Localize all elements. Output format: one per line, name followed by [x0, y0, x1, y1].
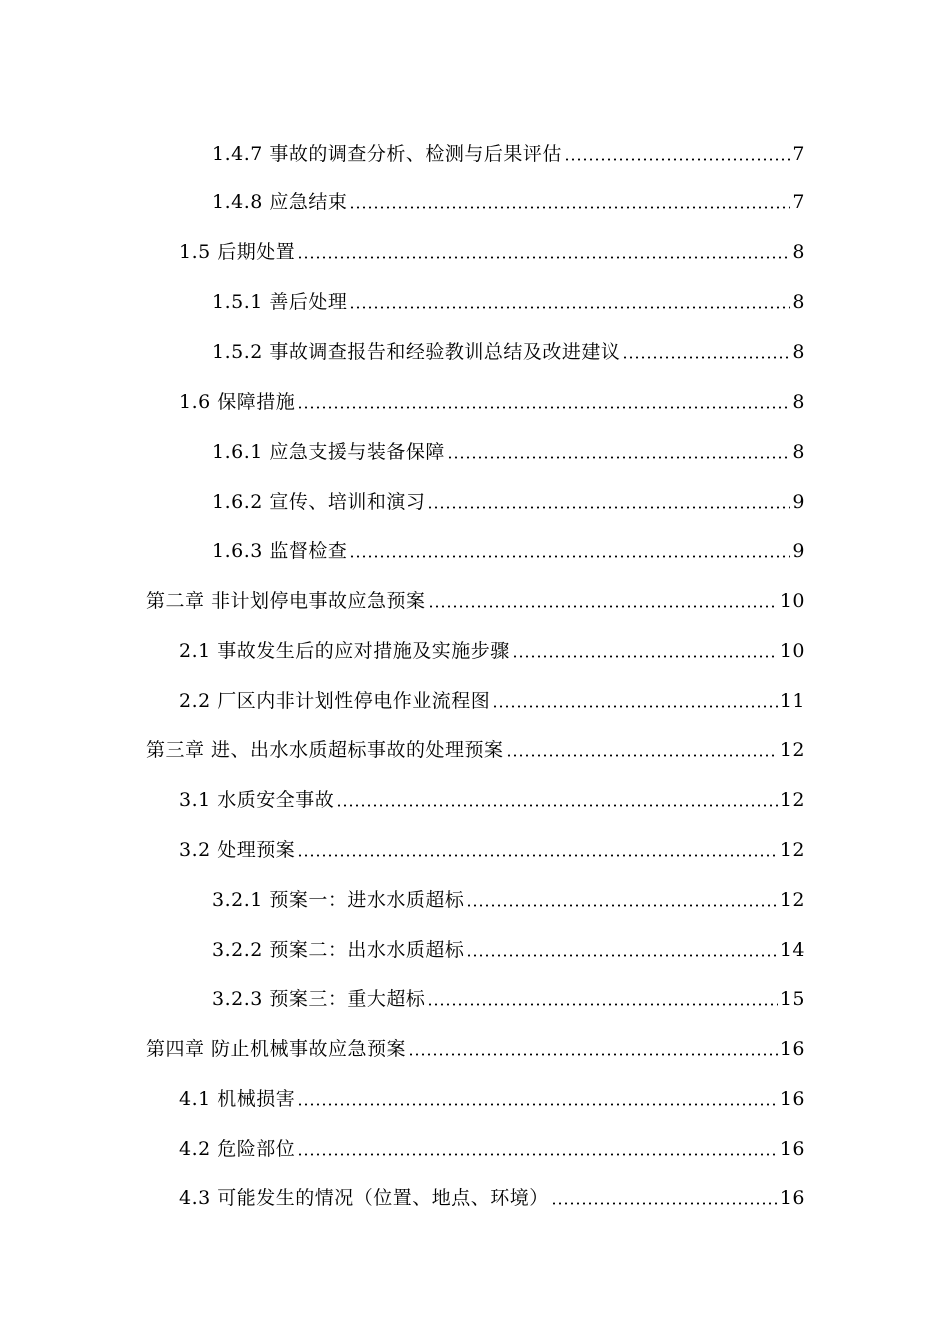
toc-entry-chapter[interactable] — [146, 583, 805, 613]
toc-entry[interactable] — [212, 434, 805, 464]
toc-entry-title: 1.6 保障措施 — [179, 391, 296, 413]
toc-entry-title: 3.2.3 预案三：重大超标 — [212, 988, 426, 1010]
toc-entry-page: 11 — [779, 690, 805, 712]
toc-entry[interactable] — [212, 882, 805, 912]
toc-entry-page: 12 — [779, 889, 805, 911]
toc-entry[interactable] — [212, 981, 805, 1011]
toc-dot-leader — [297, 854, 778, 857]
toc-entry[interactable] — [179, 782, 805, 812]
toc-entry-title: 1.6.3 监督检查 — [212, 540, 348, 562]
toc-entry-title: 3.2.2 预案二：出水水质超标 — [212, 939, 465, 961]
toc-entry[interactable] — [212, 932, 805, 962]
toc-entry[interactable] — [179, 234, 805, 264]
toc-entry[interactable] — [212, 136, 805, 166]
toc-entry-title: 4.1 机械损害 — [179, 1088, 296, 1110]
toc-entry-title: 3.1 水质安全事故 — [179, 789, 335, 811]
toc-entry-chapter[interactable] — [146, 732, 805, 762]
toc-entry-title: 第四章 防止机械事故应急预案 — [146, 1038, 407, 1060]
toc-entry-title: 1.4.7 事故的调查分析、检测与后果评估 — [212, 143, 562, 165]
toc-entry[interactable] — [212, 484, 805, 514]
toc-entry-title: 1.5 后期处置 — [179, 241, 296, 263]
toc-dot-leader — [622, 356, 790, 359]
toc-entry[interactable] — [179, 683, 805, 713]
toc-entry-page: 14 — [779, 939, 805, 961]
toc-dot-leader — [564, 158, 791, 161]
toc-dot-leader — [428, 605, 778, 608]
toc-entry-page: 8 — [792, 391, 805, 413]
toc-entry-title: 第二章 非计划停电事故应急预案 — [146, 590, 426, 612]
toc-entry[interactable] — [179, 633, 805, 663]
toc-entry-page: 10 — [779, 640, 805, 662]
toc-entry-title: 1.6.2 宣传、培训和演习 — [212, 491, 426, 513]
toc-entry-page: 12 — [779, 739, 805, 761]
toc-dot-leader — [466, 904, 777, 907]
toc-entry-page: 12 — [779, 839, 805, 861]
toc-entry[interactable] — [179, 1081, 805, 1111]
toc-dot-leader — [297, 1103, 778, 1106]
toc-entry[interactable] — [179, 1180, 805, 1210]
toc-dot-leader — [427, 506, 790, 509]
toc-entry[interactable] — [212, 334, 805, 364]
toc-entry-page: 10 — [779, 590, 805, 612]
toc-entry-page: 16 — [779, 1187, 805, 1209]
toc-dot-leader — [447, 456, 791, 459]
toc-entry[interactable] — [179, 832, 805, 862]
toc-entry-title: 1.5.2 事故调查报告和经验教训总结及改进建议 — [212, 341, 621, 363]
toc-dot-leader — [427, 1003, 777, 1006]
toc-dot-leader — [297, 406, 790, 409]
toc-dot-leader — [297, 1153, 778, 1156]
toc-entry[interactable] — [212, 533, 805, 563]
toc-dot-leader — [466, 954, 777, 957]
toc-entry-title: 4.2 危险部位 — [179, 1138, 296, 1160]
toc-entry-page: 15 — [779, 988, 805, 1010]
toc-entry-page: 8 — [792, 291, 805, 313]
toc-entry-page: 16 — [779, 1138, 805, 1160]
toc-entry-page: 7 — [792, 191, 805, 213]
toc-dot-leader — [349, 206, 790, 209]
toc-entry-page: 9 — [792, 540, 805, 562]
toc-entry-page: 8 — [792, 341, 805, 363]
toc-entry[interactable] — [212, 184, 805, 214]
toc-dot-leader — [492, 705, 778, 708]
toc-dot-leader — [408, 1053, 778, 1056]
toc-dot-leader — [336, 804, 778, 807]
toc-entry-title: 1.4.8 应急结束 — [212, 191, 348, 213]
toc-entry-title: 1.5.1 善后处理 — [212, 291, 348, 313]
toc-entry-page: 8 — [792, 241, 805, 263]
toc-entry-page: 16 — [779, 1038, 805, 1060]
toc-dot-leader — [349, 306, 790, 309]
toc-dot-leader — [506, 754, 778, 757]
toc-entry[interactable] — [179, 384, 805, 414]
toc-dot-leader — [512, 655, 778, 658]
toc-entry-chapter[interactable] — [146, 1031, 805, 1061]
toc-dot-leader — [297, 256, 790, 259]
toc-entry-title: 2.2 厂区内非计划性停电作业流程图 — [179, 690, 491, 712]
toc-entry[interactable] — [212, 284, 805, 314]
toc-entry-title: 3.2 处理预案 — [179, 839, 296, 861]
toc-entry-title: 4.3 可能发生的情况（位置、地点、环境） — [179, 1187, 549, 1209]
toc-entry-title: 1.6.1 应急支援与装备保障 — [212, 441, 445, 463]
toc-entry-title: 2.1 事故发生后的应对措施及实施步骤 — [179, 640, 510, 662]
toc-entry-page: 7 — [792, 143, 805, 165]
toc-dot-leader — [551, 1202, 778, 1205]
toc-entry-page: 16 — [779, 1088, 805, 1110]
toc-entry-page: 8 — [792, 441, 805, 463]
toc-dot-leader — [349, 555, 790, 558]
toc-entry-page: 9 — [792, 491, 805, 513]
toc-entry-title: 第三章 进、出水水质超标事故的处理预案 — [146, 739, 504, 761]
toc-entry-title: 3.2.1 预案一：进水水质超标 — [212, 889, 465, 911]
toc-entry[interactable] — [179, 1131, 805, 1161]
toc-entry-page: 12 — [779, 789, 805, 811]
